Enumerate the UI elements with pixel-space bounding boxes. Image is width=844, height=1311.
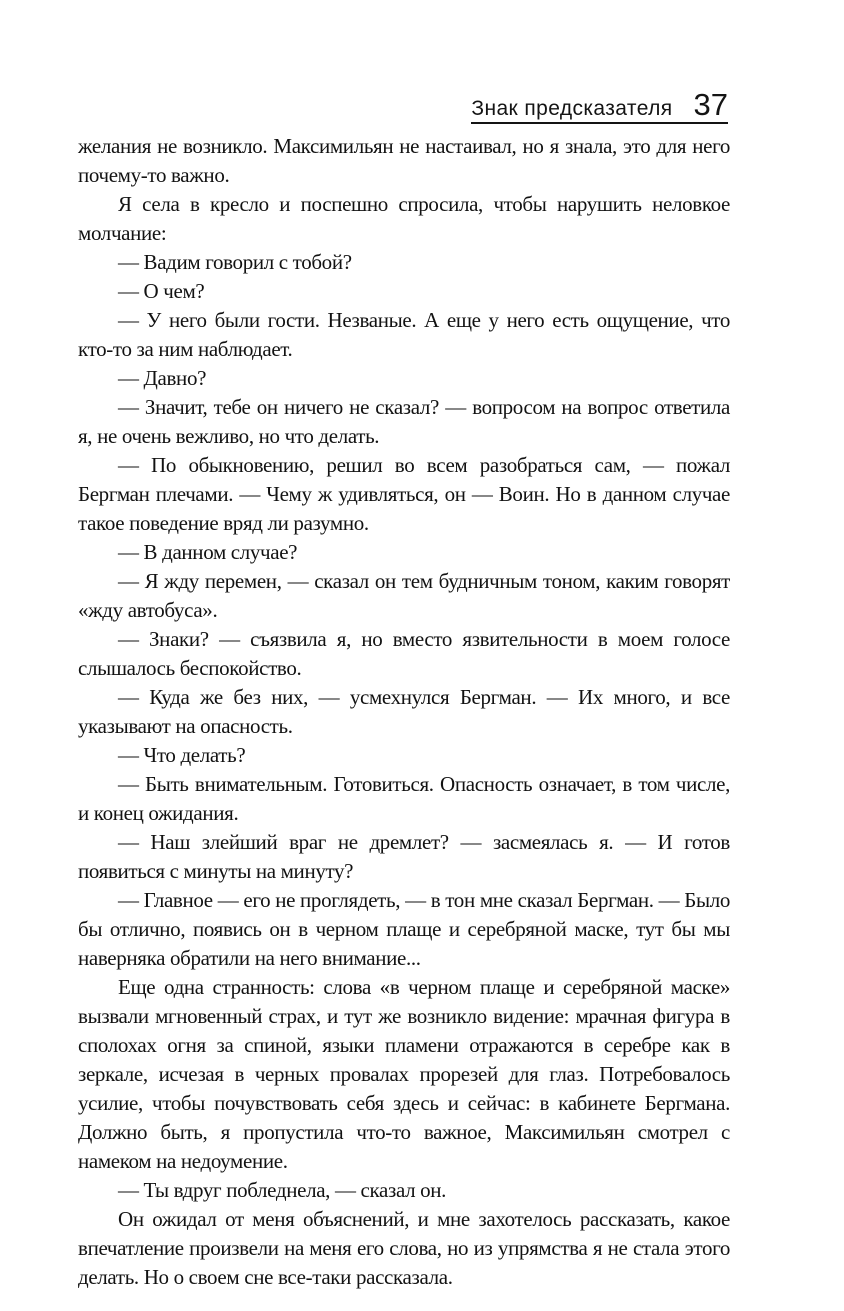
paragraph: — Куда же без них, — усмехнулся Бергман. — Их много, и все указывают на опасность. xyxy=(78,685,730,738)
paragraph: желания не возникло. Максимильян не настаивал, но я знала, это для него почему-то важно. xyxy=(78,134,730,187)
paragraph: — О чем? xyxy=(118,279,205,303)
paragraph: — Главное — его не проглядеть, — в тон мне сказал Бергман. — Было бы отлично, появись он в черном плаще и серебряной маске, тут бы мы наверняка обратили на него внимание... xyxy=(78,888,730,970)
paragraph: — Вадим говорил с тобой? xyxy=(118,250,352,274)
paragraph: — По обыкновению, решил во всем разобраться сам, — пожал Бергман плечами. — Чему ж удивляться, он — Воин. Но в данном случае такое поведение вряд ли разумно. xyxy=(78,453,730,535)
paragraph: — Быть внимательным. Готовиться. Опасность означает, в том числе, и конец ожидания. xyxy=(78,772,730,825)
paragraph: Еще одна странность: слова «в черном плаще и серебряной маске» вызвали мгновенный страх, и тут же возникло видение: мрачная фигура в сполохах огня за спиной, языки пламени отражаются в серебре как в зеркале, исчезая в черных провалах прорезей для глаз. Потребовалось усилие, чтобы почувствовать себя здесь и сейчас: в кабинете Бергмана. Должно быть, я пропустила что-то важное, Максимильян смотрел с намеком на недоумение. xyxy=(78,975,730,1173)
page-body xyxy=(78,132,730,1292)
paragraph: — Давно? xyxy=(118,366,207,390)
page-number: 37 xyxy=(693,87,728,122)
paragraph: Я села в кресло и поспешно спросила, чтобы нарушить неловкое молчание: xyxy=(78,192,730,245)
paragraph: — В данном случае? xyxy=(118,540,298,564)
paragraph: — У него были гости. Незваные. А еще у него есть ощущение, что кто-то за ним наблюдает. xyxy=(78,308,730,361)
paragraph: — Ты вдруг побледнела, — сказал он. xyxy=(118,1178,447,1202)
paragraph: — Значит, тебе он ничего не сказал? — вопросом на вопрос ответила я, не очень вежливо, но что делать. xyxy=(78,395,730,448)
paragraph: Он ожидал от меня объяснений, и мне захотелось рассказать, какое впечатление произвели на меня его слова, но из упрямства я не стала этого делать. Но о своем сне все-таки рассказала. xyxy=(78,1207,730,1289)
paragraph: — Знаки? — съязвила я, но вместо язвительности в моем голосе слышалось беспокойство. xyxy=(78,627,730,680)
chapter-title: Знак предсказателя xyxy=(471,97,673,120)
paragraph: — Наш злейший враг не дремлет? — засмеялась я. — И готов появиться с минуты на минуту? xyxy=(78,830,730,883)
page-header xyxy=(471,89,728,124)
paragraph: — Я жду перемен, — сказал он тем будничным тоном, каким говорят «жду автобуса». xyxy=(78,569,730,622)
paragraph: — Что делать? xyxy=(118,743,246,767)
